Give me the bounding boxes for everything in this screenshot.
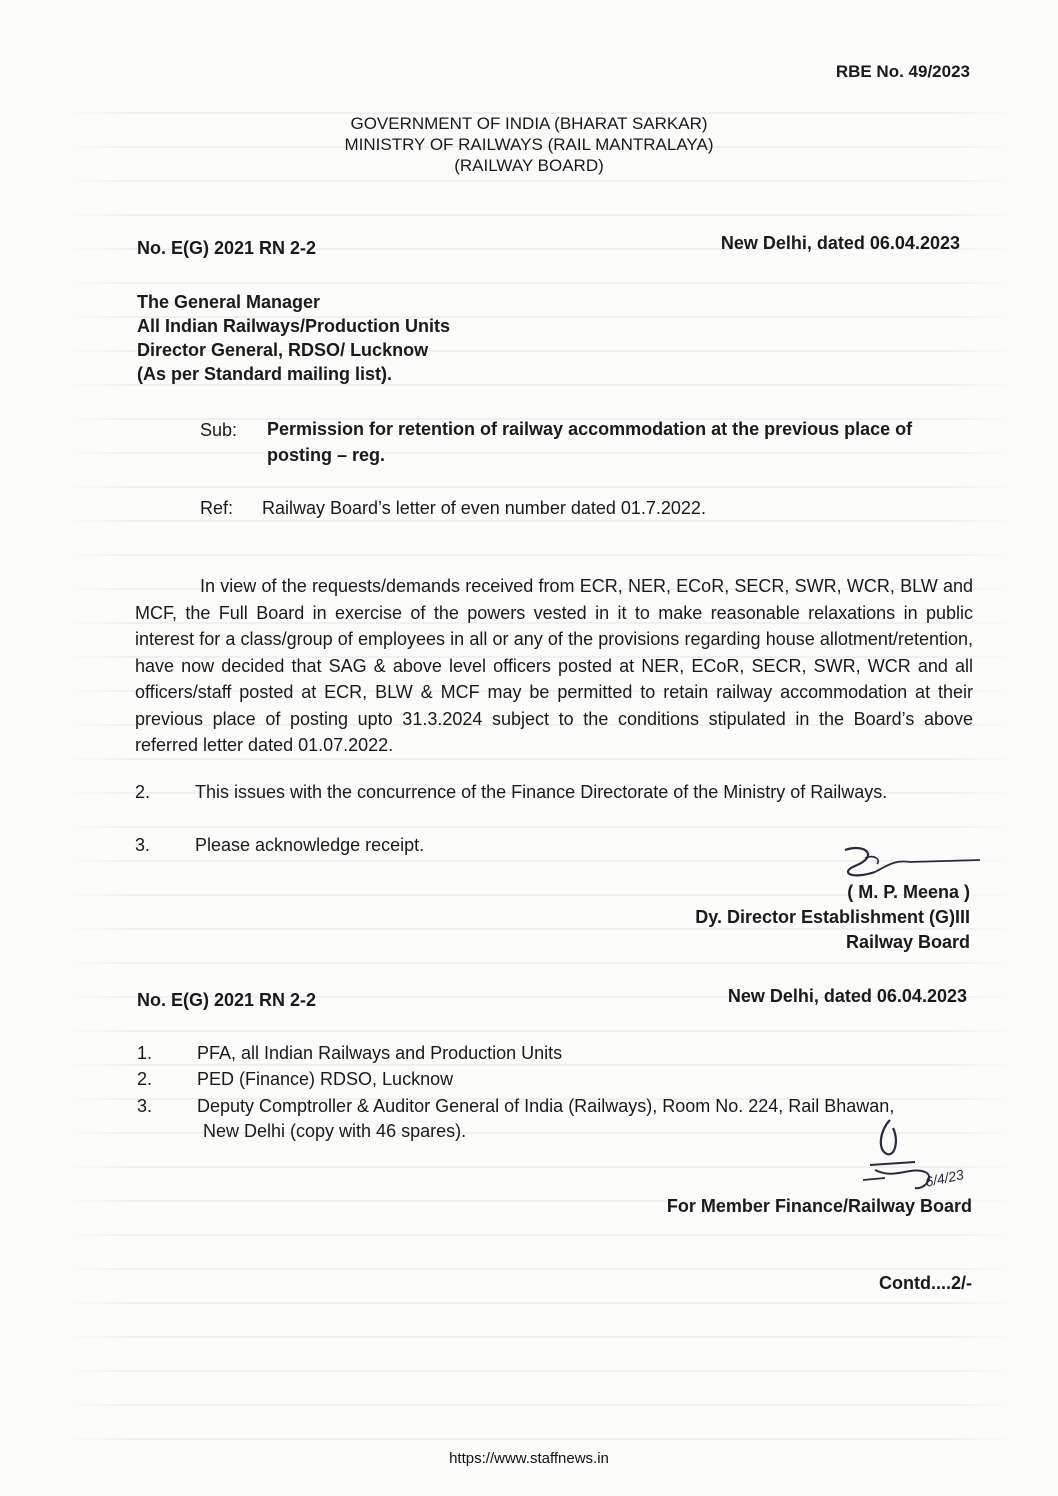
addressee-line: Director General, RDSO/ Lucknow xyxy=(137,340,429,360)
rbe-number: RBE No. 49/2023 xyxy=(835,62,970,81)
point-text: Please acknowledge receipt. xyxy=(195,835,425,855)
subject xyxy=(267,416,977,468)
subject-line-1: Permission for retention of railway accommodation at the previous place of xyxy=(267,419,913,439)
place-date: New Delhi, dated 06.04.2023 xyxy=(720,233,960,253)
copy-list-number: 1. xyxy=(137,1043,153,1063)
footer-url: https://www.staffnews.in xyxy=(449,1450,609,1467)
letterhead-line-1: GOVERNMENT OF INDIA (BHARAT SARKAR) xyxy=(350,114,708,133)
signatory-designation: Dy. Director Establishment (G)III xyxy=(695,907,970,927)
signatory-block xyxy=(600,880,970,955)
copy-list-text: PED (Finance) RDSO, Lucknow xyxy=(197,1069,454,1089)
copy-list-text: Deputy Comptroller & Auditor General of India (Railways), Room No. 224, Rail Bhawan, xyxy=(197,1096,895,1116)
subject-line-2: posting – reg. xyxy=(267,445,386,465)
addressee-block xyxy=(137,290,450,386)
reference-label: Ref: xyxy=(200,498,234,518)
copy-reference-number: No. E(G) 2021 RN 2-2 xyxy=(137,990,317,1010)
copy-list-number: 3. xyxy=(137,1096,153,1116)
addressee-line: All Indian Railways/Production Units xyxy=(137,316,451,336)
addressee-line: (As per Standard mailing list). xyxy=(137,364,393,384)
reference-number: No. E(G) 2021 RN 2-2 xyxy=(137,238,317,258)
body-paragraph: In view of the requests/demands received from ECR, NER, ECoR, SECR, SWR, WCR, BLW and MCF, the Full Board in exercise of the powers vested in it to make reasonable relaxations in public interest for a class/group of employees in all or any of the provisions regarding house allotment/retention, have now decided that SAG & above level officers posted at NER, ECoR, SECR, SWR, WCR and all officers/staff posted at ECR, BLW & MCF may be permitted to retain railway accommodation at their previous place of posting upto 31.3.2024 subject to the conditions stipulated in the Board’s above referred letter dated 01.07.2022. xyxy=(135,576,973,755)
letterhead xyxy=(0,113,1058,176)
letterhead-line-2: MINISTRY OF RAILWAYS (RAIL MANTRALAYA) xyxy=(344,135,714,154)
point-text: This issues with the concurrence of the Finance Directorate of the Ministry of Railways. xyxy=(195,782,888,802)
signature-meena xyxy=(835,838,985,883)
point-number: 3. xyxy=(135,835,151,855)
copy-place-date: New Delhi, dated 06.04.2023 xyxy=(727,986,967,1006)
copy-list-text: PFA, all Indian Railways and Production Units xyxy=(197,1043,563,1063)
letterhead-line-3: (RAILWAY BOARD) xyxy=(454,156,604,175)
copy-list-text-continued: New Delhi (copy with 46 spares). xyxy=(203,1121,467,1141)
reference-text: Railway Board’s letter of even number dated 01.7.2022. xyxy=(262,498,706,518)
subject-label: Sub: xyxy=(200,420,238,440)
continued-marker: Contd....2/- xyxy=(879,1273,972,1293)
point-number: 2. xyxy=(135,782,151,802)
signatory-office: Railway Board xyxy=(845,932,970,952)
signature-finance xyxy=(855,1110,975,1205)
signatory-name: ( M. P. Meena ) xyxy=(847,882,970,902)
addressee-line: The General Manager xyxy=(137,292,321,312)
copy-list-number: 2. xyxy=(137,1069,153,1089)
finance-signatory: For Member Finance/Railway Board xyxy=(666,1196,972,1216)
handwritten-date: 6/4/23 xyxy=(923,1166,966,1190)
